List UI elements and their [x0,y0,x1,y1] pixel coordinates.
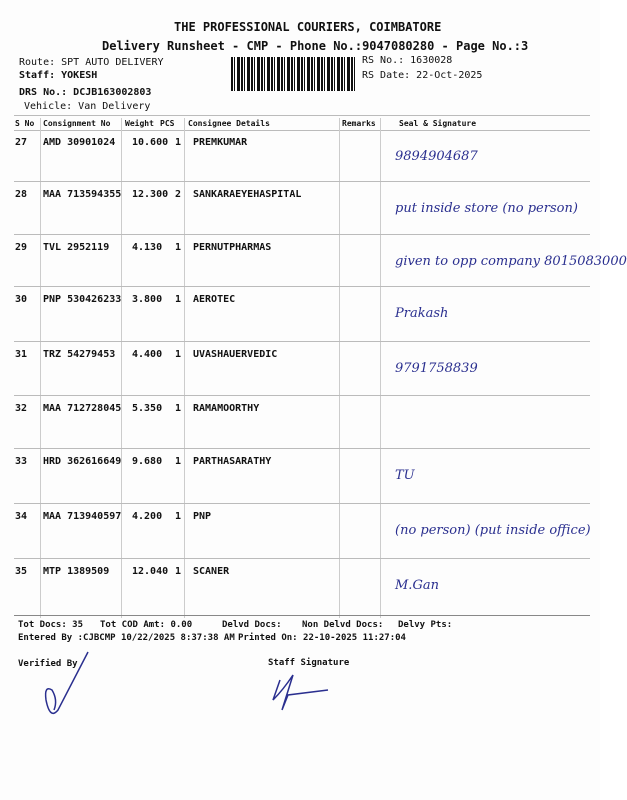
divider [14,503,590,504]
sno-cell: 32 [15,403,28,414]
handwritten-remark: given to opp company 8015083000 [395,254,627,269]
handwritten-remark: 9791758839 [395,361,478,376]
pcs-cell: 2 [175,189,182,200]
table-row [0,242,627,269]
delvy-pts: Delvy Pts: [398,620,453,630]
col-seal: Seal & Signature [399,119,477,128]
consignee-cell: PNP [193,511,212,522]
consignee-cell: SCANER [193,566,230,577]
divider [14,234,590,235]
weight-cell: 4.130 [132,242,163,253]
drs-no: DRS No.: DCJB163002803 [19,87,152,98]
table-row [0,137,600,164]
tot-docs: Tot Docs: 35 [18,620,84,630]
sno-cell: 34 [15,511,28,522]
sno-cell: 33 [15,456,28,467]
staff-signature-label: Staff Signature [268,658,350,668]
divider [14,181,590,182]
verified-signature [38,650,98,720]
weight-cell: 4.400 [132,349,163,360]
pcs-cell: 1 [175,403,182,414]
table-row [0,189,600,216]
col-pcs: PCS [160,119,175,128]
table-header [0,119,600,139]
sno-cell: 27 [15,137,28,148]
divider [14,341,590,342]
weight-cell: 9.680 [132,456,163,467]
route: Route: SPT AUTO DELIVERY [19,57,164,68]
handwritten-remark: M.Gan [395,578,439,593]
consignment-cell: AMD 30901024 [43,137,116,148]
divider [14,558,590,559]
staff: Staff: YOKESH [19,70,98,81]
table-row [0,566,600,593]
divider [14,115,590,116]
printed-on: Printed On: 22-10-2025 11:27:04 [238,633,406,643]
rs-no: RS No.: 1630028 [362,55,453,66]
col-sno: S No [15,119,35,128]
consignee-cell: UVASHAUERVEDIC [193,349,278,360]
weight-cell: 12.300 [132,189,169,200]
pcs-cell: 1 [175,242,182,253]
pcs-cell: 1 [175,294,182,305]
sno-cell: 31 [15,349,28,360]
consignment-cell: TRZ 54279453 [43,349,116,360]
col-remarks: Remarks [342,119,376,128]
handwritten-remark: TU [395,468,415,483]
consignment-cell: HRD 362616649 [43,456,122,467]
sno-cell: 35 [15,566,28,577]
sno-cell: 29 [15,242,28,253]
consignment-cell: MTP 1389509 [43,566,110,577]
staff-signature [268,670,348,715]
table-row [0,456,600,483]
non-delvd-docs: Non Delvd Docs: [302,620,384,630]
table-row [0,511,600,538]
table-row [0,294,600,321]
weight-cell: 12.040 [132,566,169,577]
divider [14,615,590,616]
pcs-cell: 1 [175,349,182,360]
consignment-cell: MAA 712728045 [43,403,122,414]
consignment-cell: PNP 530426233 [43,294,122,305]
divider [14,395,590,396]
divider [14,448,590,449]
weight-cell: 4.200 [132,511,163,522]
consignee-cell: PERNUTPHARMAS [193,242,272,253]
barcode [231,57,357,91]
pcs-cell: 1 [175,456,182,467]
rs-date: RS Date: 22-Oct-2025 [362,70,483,81]
vehicle: Vehicle: Van Delivery [24,101,151,112]
pcs-cell: 1 [175,137,182,148]
handwritten-remark: put inside store (no person) [395,201,578,216]
entered-by: Entered By :CJBCMP 10/22/2025 8:37:38 AM [18,633,235,643]
col-consignment: Consignment No [43,119,111,128]
consignment-cell: TVL 2952119 [43,242,110,253]
consignee-cell: PREMKUMAR [193,137,248,148]
sno-cell: 28 [15,189,28,200]
delvd-docs: Delvd Docs: [222,620,282,630]
sno-cell: 30 [15,294,28,305]
consignment-cell: MAA 713594355 [43,189,122,200]
handwritten-remark: Prakash [395,306,449,321]
consignee-cell: SANKARAEYEHASPITAL [193,189,302,200]
divider [14,286,590,287]
col-weight: Weight [125,119,154,128]
col-consignee: Consignee Details [188,119,270,128]
weight-cell: 5.350 [132,403,163,414]
handwritten-remark: 9894904687 [395,149,478,164]
consignee-cell: PARTHASARATHY [193,456,272,467]
consignee-cell: AEROTEC [193,294,236,305]
consignment-cell: MAA 713940597 [43,511,122,522]
handwritten-remark: (no person) (put inside office) [395,523,591,538]
pcs-cell: 1 [175,566,182,577]
consignee-cell: RAMAMOORTHY [193,403,260,414]
verified-by-label: Verified By [18,659,78,669]
tot-cod: Tot COD Amt: 0.00 [100,620,193,630]
weight-cell: 10.600 [132,137,169,148]
table-row [0,349,600,376]
weight-cell: 3.800 [132,294,163,305]
table-row [0,403,600,423]
company-title: THE PROFESSIONAL COURIERS, COIMBATORE [174,20,442,34]
pcs-cell: 1 [175,511,182,522]
runsheet-subtitle: Delivery Runsheet - CMP - Phone No.:9047080280 - Page No.:3 [102,39,529,53]
